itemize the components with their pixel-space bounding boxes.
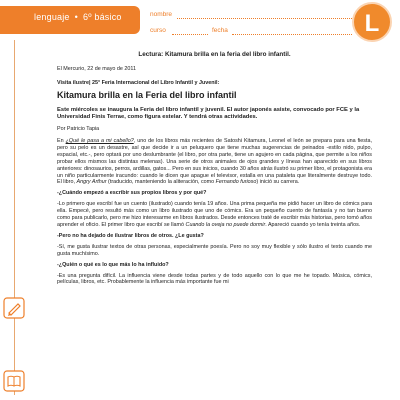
answer-2: -Sí, me gusta ilustrar textos de otras personas, especialmente poesía. Pero no soy muy flexible y sólo ilustro el texto cuando me gusta muchísimo.	[57, 243, 372, 257]
question-2: -Pero no ha dejado de ilustrar libros de otros. ¿Le gusta?	[57, 232, 204, 239]
margin-rule	[14, 40, 15, 395]
article-author: Por Patricio Tapia	[57, 126, 100, 133]
nombre-field[interactable]	[177, 18, 352, 19]
reading-title: Lectura: Kitamura brilla en la feria del libro infantil.	[138, 51, 291, 58]
dateline: El Mercurio, 22 de mayo de 2011	[57, 65, 137, 72]
subject-badge	[352, 2, 392, 42]
answer-1-end: . Apareció cuando yo tenía treinta años.	[265, 222, 361, 228]
paragraph-intro	[57, 138, 372, 186]
article-title: Kitamura brilla en la Feria del libro infantil	[57, 89, 237, 100]
question-3: -¿Quién o qué es lo que más lo ha influido?	[57, 261, 169, 268]
book-icon	[3, 370, 25, 392]
pencil-icon	[3, 297, 25, 319]
answer-1-book-title: Cuando la oveja no puede dormir	[185, 222, 266, 228]
article-body	[57, 52, 372, 290]
fecha-label: fecha	[212, 27, 228, 34]
intro-start: En	[57, 138, 66, 145]
badge-letter: L	[364, 10, 380, 37]
grade-label: 6º básico	[83, 12, 122, 22]
answer-1-body: -Lo primero que escribí fue un cuento (ilustrado) cuando tenía 19 años. Una prima pequeña me pidió hacer un libro de cómics para ella. Empecé, pero resultó más como un libro ilustrado que uno de cómics. Era un pequeño cuento de fantasía y no tan bueno como para publicarlo, pero me hizo interesarme en libros ilustrados. Desde entonces traté de escribir más historias, pero tomó años aprender el oficio. El primer libro que escribí se llamó	[57, 201, 372, 228]
separator-dot: •	[74, 12, 78, 22]
fecha-field[interactable]	[232, 34, 352, 35]
curso-field[interactable]	[172, 34, 208, 35]
intro-body: , uno de los libros más recientes de Satoshi Kitamura, Leonel el león se prepara para una fiesta, pero su pelo es un desastre, así que decide ir a un peluquero que tiene muchas sugerencias de peinados -estilo nido, pulpo, espacial, etc.-, pero optará por uno deslumbrante (el libro, por otra parte, tiene un agujero en cada página, que permite a los niños probar ellos mismos las distintas melenas). Una serie de otros animales de ojos grandes y líneas han aparecido en sus libros anteriores: dinosaurios, perros, ardillas, gatos... Pero en sus inicios, cuando 30 años atrás ilustró su primer libro, el protagonista era un niño particularmente iracundo: cuando le dicen que apague el televisor, estalla en una pataleta que literalmente destruye todo. El libro,	[57, 138, 372, 186]
intro-end: ) inició su carrera.	[256, 179, 300, 186]
subject-label	[34, 12, 122, 22]
article-lead: Este miércoles se inaugura la Feria del libro infantil y juvenil. El autor japonés asiste, convocado por FCE y la Universidad Finis Terrae, como figura estelar. Y tendrá otras actividades.	[57, 106, 360, 120]
book-title-translated: Fernando furioso	[215, 179, 257, 186]
book-title: Angry Arthur	[76, 179, 107, 186]
section-kicker: Visita ilustre| 25° Feria Internacional del Libro Infantil y Juvenil:	[57, 79, 220, 86]
question-1: -¿Cuándo empezó a escribir sus propios libros y por qué?	[57, 190, 207, 197]
answer-3: -Es una pregunta difícil. La influencia viene desde todas partes y de todo aquello con lo que me he topado. Música, cómics, películas, libros, etc. Probablemente la influencia más importante fue mi	[57, 272, 372, 286]
curso-label: curso	[150, 27, 166, 34]
nombre-label: nombre	[150, 11, 173, 18]
answer-1	[57, 201, 372, 229]
intro-body-2: (traducido, manteniendo la aliteración, como	[106, 179, 216, 186]
subject-name: lenguaje	[34, 12, 70, 22]
book-title-link: ¿Qué le pasa a mi cabello?	[65, 138, 134, 145]
worksheet-header	[0, 0, 400, 40]
